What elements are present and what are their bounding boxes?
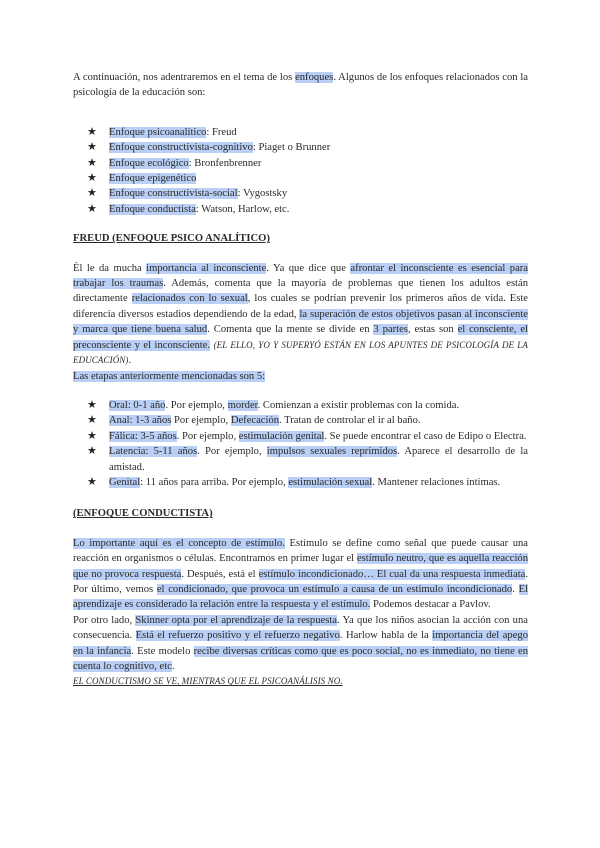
text-run: . Ya que dice que xyxy=(266,262,351,274)
highlight: Está el refuerzo positivo y el refuerzo negativo xyxy=(135,630,340,642)
text-run: . Harlow habla de la xyxy=(339,630,433,642)
intro-text: . Algunos de los enfoques relacionados con la psicología de la educación son: xyxy=(73,72,528,99)
intro-text: A continuación, nos adentraremos en el tema de los xyxy=(73,72,296,83)
highlight: 3 partes xyxy=(373,324,408,336)
document-page xyxy=(73,70,528,690)
approach-name: Enfoque constructivista-cognitivo xyxy=(109,142,253,154)
approaches-list xyxy=(73,125,528,217)
list-item xyxy=(73,413,528,428)
freud-heading: FREUD (ENFOQUE PSICO ANALÍTICO) xyxy=(73,233,270,245)
highlight: el consciente, el preconsciente y el inconsciente. xyxy=(73,324,529,351)
text-run: . Comienzan a existir problemas con la comida. xyxy=(257,399,460,411)
star-bullet-icon: ★ xyxy=(87,156,97,169)
note-italic: (EL ELLO, YO Y SUPERYÓ ESTÁN EN LOS APUNTES DE PSICOLOGÍA DE LA EDUCACIÓN) xyxy=(73,339,529,366)
conductista-paragraph-1 xyxy=(73,536,528,613)
text-run: . xyxy=(512,583,519,595)
stage-example: Defecación xyxy=(230,415,280,427)
stages-list xyxy=(73,398,528,490)
stage-name: Anal: 1-3 años xyxy=(109,415,172,427)
highlight: Skinner opta por el aprendizaje de la respuesta xyxy=(135,614,337,626)
text-run: , estas son xyxy=(407,324,458,336)
text-run: . Por ejemplo, xyxy=(176,430,239,442)
stages-intro xyxy=(73,369,528,384)
star-bullet-icon: ★ xyxy=(87,414,97,427)
list-item xyxy=(73,156,528,171)
text-run: . xyxy=(128,355,132,367)
text-run: . Este modelo xyxy=(131,645,194,657)
freud-paragraph xyxy=(73,261,528,369)
text-run: Él le da mucha xyxy=(73,262,147,274)
approach-name: Enfoque conductista xyxy=(109,203,196,215)
text-run: Por ejemplo, xyxy=(171,415,231,427)
approach-name: Enfoque ecológico xyxy=(109,157,189,169)
text-run: . xyxy=(171,661,175,672)
note-italic: EL CONDUCTISMO SE VE, MIENTRAS QUE EL PSICOANÁLISIS NO. xyxy=(73,676,343,687)
intro-paragraph xyxy=(73,70,528,101)
approach-author: : Piaget o Brunner xyxy=(252,142,331,154)
list-item xyxy=(73,125,528,140)
star-bullet-icon: ★ xyxy=(87,398,97,411)
conductista-heading: (ENFOQUE CONDUCTISTA) xyxy=(73,508,213,520)
stage-name: Fálica: 3-5 años xyxy=(109,430,177,442)
list-item xyxy=(73,398,528,413)
list-item xyxy=(73,429,528,444)
text-run: . Mantener relaciones íntimas. xyxy=(372,476,501,488)
text-run: Por otro lado, xyxy=(73,614,136,626)
list-item xyxy=(73,444,528,475)
conductista-paragraph-2 xyxy=(73,613,528,675)
text-run: , los cuales se podrían prevenir los primeros años de vida. Este diferencia diversos estadios dependiendo de la edad, xyxy=(73,293,529,320)
highlight: importancia al inconsciente xyxy=(146,262,267,274)
star-bullet-icon: ★ xyxy=(87,172,97,185)
text-run: Estímulo se define como señal que puede causar una reacción en organismos o células. Encontramos en primer lugar el xyxy=(73,537,529,565)
highlight: relacionados con lo sexual xyxy=(131,293,248,305)
star-bullet-icon: ★ xyxy=(87,445,97,458)
text-run: : 11 años para arriba. Por ejemplo, xyxy=(140,476,289,488)
list-item xyxy=(73,202,528,217)
highlight: el condicionado, que provoca un estímulo a causa de un estímulo incondicionado xyxy=(156,583,513,595)
approach-author: : Vygostsky xyxy=(237,188,288,200)
stage-example: impulsos sexuales reprimidos xyxy=(266,446,398,458)
stage-name: Genital xyxy=(109,476,141,488)
star-bullet-icon: ★ xyxy=(87,202,97,215)
highlight: estímulo incondicionado… El cual da una respuesta inmediata xyxy=(258,568,526,580)
text-run: . Tratan de controlar el ir al baño. xyxy=(279,415,421,427)
highlight: la superación de estos objetivos pasan al inconsciente y marca que tiene buena salud xyxy=(73,308,528,336)
text-run: . Por ejemplo, xyxy=(165,399,228,411)
text-run: . Comenta que la mente se divide en xyxy=(207,324,374,336)
stage-name: Latencia: 5-11 años xyxy=(109,446,198,458)
highlight: afrontar el inconsciente es esencial para trabajar los traumas xyxy=(73,262,528,290)
approach-name: Enfoque epigenético xyxy=(109,173,197,185)
star-bullet-icon: ★ xyxy=(87,141,97,154)
list-item xyxy=(73,171,528,186)
highlight: Las etapas anteriormente mencionadas son 5: xyxy=(73,370,266,382)
star-bullet-icon: ★ xyxy=(87,475,97,488)
highlight: Lo importante aquí es el concepto de estímulo. xyxy=(73,537,285,549)
conductista-note xyxy=(73,674,528,689)
stage-example: morder xyxy=(227,399,258,411)
text-run: . Se puede encontrar el caso de Edipo o Electra. xyxy=(324,430,527,442)
star-bullet-icon: ★ xyxy=(87,187,97,200)
highlight: importancia del apego en la infancia xyxy=(73,630,528,657)
approach-author: : Watson, Harlow, etc. xyxy=(195,203,290,215)
approach-author: : Freud xyxy=(206,126,237,138)
list-item xyxy=(73,186,528,201)
stage-example: estimulación sexual xyxy=(288,476,373,488)
text-run: . Ya que los niños asocian la acción con una consecuencia. xyxy=(73,614,528,642)
stage-name: Oral: 0-1 año xyxy=(109,399,166,411)
stage-example: estimulación genital xyxy=(238,430,325,442)
intro-highlight: enfoques xyxy=(295,72,334,83)
star-bullet-icon: ★ xyxy=(87,429,97,442)
approach-name: Enfoque psicoanalítico xyxy=(109,126,207,138)
text-run: . Por último, vemos xyxy=(73,568,528,595)
text-run: . Por ejemplo, xyxy=(197,446,267,458)
star-bullet-icon: ★ xyxy=(87,125,97,138)
highlight: recibe diversas críticas como que es poco social, no es inmediato, no tiene en cuenta lo cognitivo, etc xyxy=(73,645,529,672)
highlight: estímulo neutro, que es aquella reacción que no provoca respuesta xyxy=(73,553,528,580)
text-run: . Además, comenta que la mayoría de problemas que tienen los adultos están directamente xyxy=(73,278,529,305)
approach-name: Enfoque constructivista-social xyxy=(109,188,238,200)
approach-author: : Bronfenbrenner xyxy=(188,157,262,169)
text-run: . Después, está el xyxy=(181,568,259,580)
list-item xyxy=(73,140,528,155)
highlight: El aprendizaje es considerado la relación entre la respuesta y el estímulo. xyxy=(73,583,528,611)
text-run: . Aparece el desarrollo de la amistad. xyxy=(109,446,528,473)
text-run: Podemos destacar a Pavlov. xyxy=(370,599,491,611)
list-item xyxy=(73,475,528,490)
